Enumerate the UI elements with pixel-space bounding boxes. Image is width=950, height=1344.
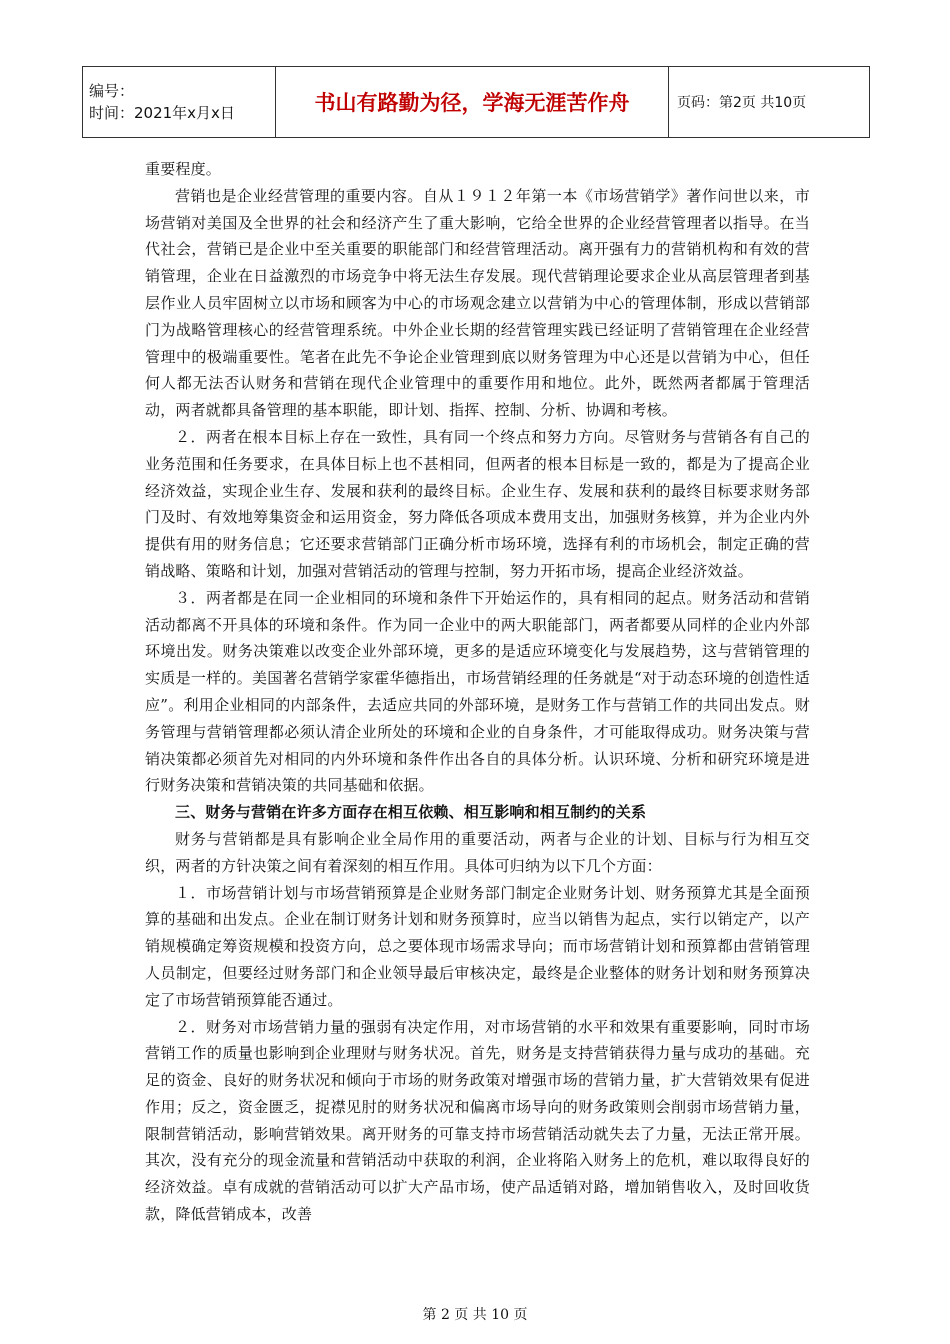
- paragraph: １．市场营销计划与市场营销预算是企业财务部门制定企业财务计划、财务预算尤其是全面预算的基础和出发点。企业在制订财务计划和财务预算时，应当以销售为起点，实行以销定产，以产销规模确定筹资规模和投资方向，总之要体现市场需求导向；而市场营销计划和预算都由营销管理人员制定，但要经过财务部门和企业领导最后审核决定，最终是企业整体的财务计划和财务预算决定了市场营销预算能否通过。: [145, 883, 810, 1009]
- section-heading: 三、财务与营销在许多方面存在相互依赖、相互影响和相互制约的关系: [175, 803, 647, 822]
- motto-title: 书山有路勤为径，学海无涯苦作舟: [276, 67, 669, 138]
- paragraph: 财务与营销都是具有影响企业全局作用的重要活动，两者与企业的计划、目标与行为相互交织，两者的方针决策之间有着深刻的相互作用。具体可归纳为以下几个方面：: [145, 829, 810, 875]
- document-body: [145, 156, 810, 1228]
- paragraph: ３．两者都是在同一企业相同的环境和条件下开始运作的，具有相同的起点。财务活动和营销活动都离不开具体的环境和条件。作为同一企业中的两大职能部门，两者都要从同样的企业内外部环境出发。财务决策难以改变企业外部环境，更多的是适应环境变化与发展趋势，这与营销管理的实质是一样的。美国著名营销学家霍华德指出，市场营销经理的任务就是“对于动态环境的创造性适应”。利用企业相同的内部条件，去适应共同的外部环境，是财务工作与营销工作的共同出发点。财务管理与营销管理都必须认清企业所处的环境和企业的自身条件，才可能取得成功。财务决策与营销决策都必须首先对相同的内外环境和条件作出各自的具体分析。认识环境、分析和研究环境是进行财务决策和营销决策的共同基础和依据。: [145, 588, 810, 795]
- page-footer: 第 2 页 共 10 页: [422, 1307, 528, 1323]
- date-label: 时间：2021年x月x日: [89, 104, 235, 122]
- header-left-cell: [83, 67, 276, 138]
- number-label: 编号：: [89, 82, 135, 100]
- page-label: 页码：第2页 共10页: [669, 67, 870, 138]
- paragraph: ２．财务对市场营销力量的强弱有决定作用，对市场营销的水平和效果有重要影响，同时市场营销工作的质量也影响到企业理财与财务状况。首先，财务是支持营销获得力量与成功的基础。充足的资金、良好的财务状况和倾向于市场的财务政策对增强市场的营销力量，扩大营销效果有促进作用；反之，资金匮乏，捉襟见肘的财务状况和偏离市场导向的财务政策则会削弱市场营销力量，限制营销活动，影响营销效果。离开财务的可靠支持市场营销活动就失去了力量，无法正常开展。其次，没有充分的现金流量和营销活动中获取的利润，企业将陷入财务上的危机，难以取得良好的经济效益。卓有成就的营销活动可以扩大产品市场，使产品适销对路，增加销售收入，及时回收货款，降低营销成本，改善: [145, 1017, 810, 1224]
- paragraph: 营销也是企业经营管理的重要内容。自从１９１２年第一本《市场营销学》著作问世以来，市场营销对美国及全世界的社会和经济产生了重大影响，它给全世界的企业经营管理者以指导。在当代社会，营销已是企业中至关重要的职能部门和经营管理活动。离开强有力的营销机构和有效的营销管理，企业在日益激烈的市场竞争中将无法生存发展。现代营销理论要求企业从高层管理者到基层作业人员牢固树立以市场和顾客为中心的市场观念建立以营销为中心的管理体制，形成以营销部门为战略管理核心的经营管理系统。中外企业长期的经营管理实践已经证明了营销管理在企业经营管理中的极端重要性。笔者在此先不争论企业管理到底以财务管理为中心还是以营销为中心，但任何人都无法否认财务和营销在现代企业管理中的重要作用和地位。此外，既然两者都属于管理活动，两者就都具备管理的基本职能，即计划、指挥、控制、分析、协调和考核。: [145, 186, 810, 420]
- paragraph-continuation: 重要程度。: [145, 160, 222, 178]
- header-table: [82, 66, 870, 138]
- paragraph: ２．两者在根本目标上存在一致性，具有同一个终点和努力方向。尽管财务与营销各有自己的业务范围和任务要求，在具体目标上也不甚相同，但两者的根本目标是一致的，都是为了提高企业经济效益，实现企业生存、发展和获利的最终目标。企业生存、发展和获利的最终目标要求财务部门及时、有效地筹集资金和运用资金，努力降低各项成本费用支出，加强财务核算，并为企业内外提供有用的财务信息；它还要求营销部门正确分析市场环境，选择有利的市场机会，制定正确的营销战略、策略和计划，加强对营销活动的管理与控制，努力开拓市场，提高企业经济效益。: [145, 427, 810, 580]
